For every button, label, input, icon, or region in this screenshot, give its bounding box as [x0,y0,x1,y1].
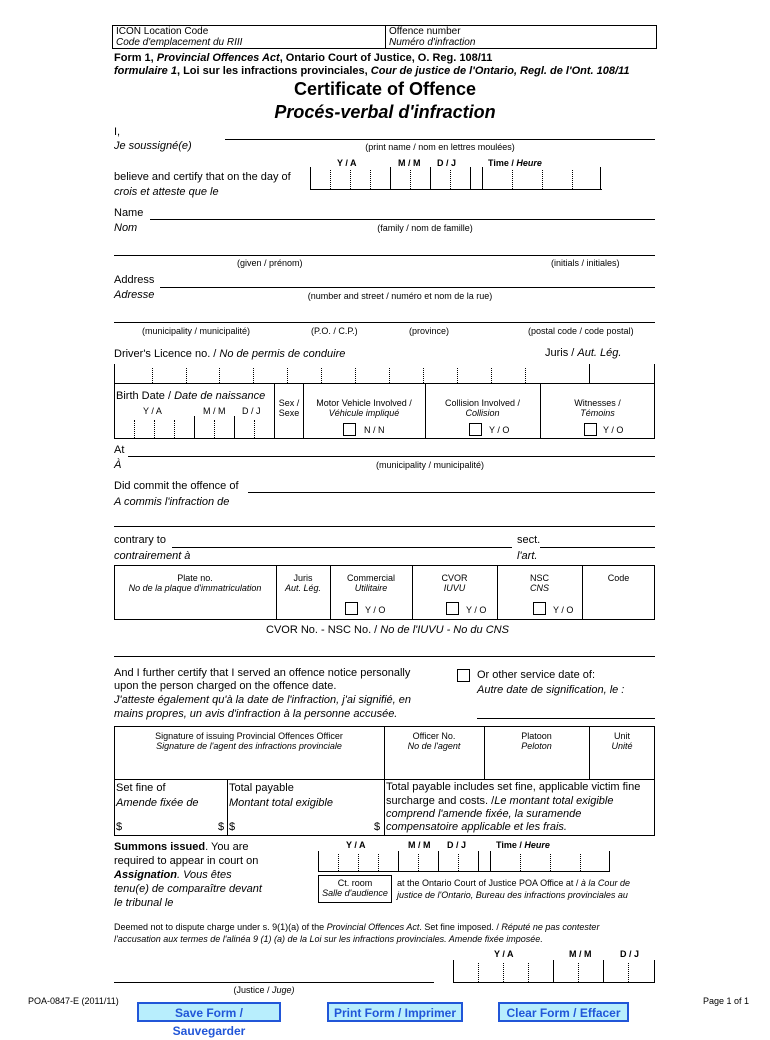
officer-signature-label: Signature of issuing Provincial Offences Officer [155,731,343,741]
page-number: Page 1 of 1 [703,996,750,1006]
birth-day-label: D / J [242,406,261,416]
clear-form-button[interactable]: Clear Form / Effacer [498,1002,629,1022]
name-label: Name [114,207,144,219]
summons-text-fr-2: tenu(e) de comparaître devant [114,883,262,895]
witnesses-option: Y / O [603,425,624,435]
street-line[interactable] [160,287,655,288]
officer-signature-label-fr: Signature de l'agent des infractions provinciale [156,741,342,751]
page-title: Certificate of Offence [293,79,477,99]
contrary-label-fr: contrairement à [114,550,191,562]
officer-no-label-fr: No de l'agent [407,741,461,751]
total-payable-dollar: $ [229,821,236,833]
unit-label: Unit [613,731,630,741]
total-note-3: comprend l'amende fixée, la suramende [386,808,582,820]
set-fine-label-fr: Amende fixée de [116,797,199,809]
print-form-button[interactable]: Print Form / Imprimer [327,1002,463,1022]
total-payable-dollar-right: $ [374,821,381,833]
date-year-label: Y / A [337,158,357,168]
officer-no-label: Officer No. [412,731,456,741]
code-label: Code [607,573,630,583]
believe-label: believe and certify that on the day of [114,171,291,183]
page-title-fr: Procés-verbal d'infraction [274,102,496,122]
witnesses-checkbox[interactable] [584,423,597,436]
i-label: I, [114,126,121,138]
total-payable-label: Total payable [229,782,294,794]
platoon-label: Platoon [521,731,552,741]
offence-line-1[interactable] [248,492,655,493]
deemed-month-label: M / M [569,949,592,959]
set-fine-dollar-right: $ [218,821,225,833]
form-reference-en: Form 1, Provincial Offences Act, Ontario Court of Justice, O. Reg. 108/11 [114,52,493,64]
deemed-text-1: Deemed not to dispute charge under s. 9(1)(a) of the Provincial Offences Act. Set fine imposed. / Réputé ne pas contester [114,922,600,932]
at-caption: (municipality / municipalité) [375,460,485,470]
other-service-label: Or other service date of: [477,669,595,681]
offence-label-fr: A commis l'infraction de [114,496,230,508]
nsc-label: NSC [529,573,549,583]
total-note-2: surcharge and costs. /Le montant total exigible [386,795,614,807]
sect-label-fr: l'art. [517,550,538,562]
other-service-label-fr: Autre date de signification, le : [477,684,625,696]
other-service-line[interactable] [477,718,655,719]
collision-option: Y / O [489,425,510,435]
address-label: Address [114,274,155,286]
commercial-label-fr: Utilitaire [354,583,388,593]
court-address-text-1: at the Ontario Court of Justice POA Office at / à la Cour de [397,878,630,888]
offence-number-label: Offence number [389,26,461,37]
nsc-checkbox[interactable] [533,602,546,615]
juris-label: Juris / Aut. Lég. [545,347,622,359]
offence-label: Did commit the offence of [114,480,239,492]
motor-vehicle-label-fr: Véhicule impliqué [328,408,400,418]
icon-location-label-fr: Code d'emplacement du RIII [116,37,243,48]
total-note-4: compensatoire applicable et les frais. [386,821,567,833]
summons-text-fr-3: le tribunal le [114,897,174,909]
service-text-fr-2: mains propres, un avis d'infraction à la personne accusée. [114,708,398,720]
court-room-label-fr: Salle d'audience [322,888,388,898]
other-service-checkbox[interactable] [457,669,470,682]
summons-text-fr-1: Assignation. Vous êtes [114,869,232,881]
unit-label-fr: Unité [611,741,633,751]
name-label-fr: Nom [114,222,138,234]
summons-text-2: required to appear in court on [114,855,259,867]
cvor-label-fr: IUVU [443,583,466,593]
deemed-year-label: Y / A [494,949,514,959]
at-label: At [114,444,125,456]
cvor-label: CVOR [441,573,468,583]
sect-line[interactable] [540,547,655,548]
po-caption: (P.O. / C.P.) [311,326,358,336]
service-text-fr-1: J'atteste également qu'à la date de l'infraction, j'ai signifié, en [114,694,412,706]
save-form-button[interactable]: Save Form / Sauvegarder [137,1002,281,1022]
collision-label-fr: Collision [465,408,500,418]
given-caption: (given / prénom) [237,258,303,268]
collision-label: Collision Involved / [444,398,521,408]
witnesses-label-fr: Témoins [580,408,615,418]
plate-label: Plate no. [177,573,213,583]
platoon-label-fr: Peloton [521,741,552,751]
initials-caption: (initials / initiales) [551,258,620,268]
justice-signature-line[interactable] [114,982,434,983]
set-fine-label: Set fine of [116,782,166,794]
total-note-1: Total payable includes set fine, applicable victim fine [386,781,641,793]
witnesses-label: Witnesses / [574,398,621,408]
street-caption: (number and street / numéro et nom de la rue) [307,291,493,301]
family-caption: (family / nom de famille) [377,223,473,233]
offence-line-2[interactable] [114,526,655,527]
birth-date-label: Birth Date / Date de naissance [116,390,266,402]
date-day-label: D / J [437,158,457,168]
cvor-option: Y / O [466,605,487,615]
service-text-1: And I further certify that I served an offence notice personally [114,667,411,679]
i-label-fr: Je soussigné(e) [114,140,192,152]
total-payable-input[interactable] [240,818,370,834]
court-room-label: Ct. room [337,878,373,888]
deemed-day-label: D / J [620,949,640,959]
motor-vehicle-label: Motor Vehicle Involved / [316,398,412,408]
date-month-label: M / M [398,158,421,168]
total-payable-label-fr: Montant total exigible [229,797,333,809]
form-reference-fr: formulaire 1, Loi sur les infractions provinciales, Cour de justice de l'Ontario, Regl. de l'Ont. 108/11 [114,65,630,77]
at-line[interactable] [128,456,655,457]
set-fine-input[interactable] [126,818,216,834]
birth-year-label: Y / A [143,406,162,416]
collision-checkbox[interactable] [469,423,482,436]
print-name-caption: (print name / nom en lettres moulées) [365,142,515,152]
time-label: Time / Heure [488,158,542,168]
summons-day-label: D / J [447,840,467,850]
summons-year-label: Y / A [346,840,366,850]
justice-caption: (Justice / Juge) [233,985,295,995]
nsc-label-fr: CNS [529,583,549,593]
commercial-option: Y / O [365,605,386,615]
plate-juris-label: Juris [293,573,313,583]
icon-location-label: ICON Location Code [116,26,209,37]
licence-label: Driver's Licence no. / No de permis de conduire [114,348,346,360]
contrary-label: contrary to [114,534,166,546]
family-name-line[interactable] [150,219,655,220]
commercial-checkbox[interactable] [345,602,358,615]
summons-time-label: Time / Heure [496,840,550,850]
address-label-fr: Adresse [114,289,155,301]
birth-month-label: M / M [203,406,226,416]
service-text-2: upon the person charged on the offence date. [114,680,337,692]
form-id: POA-0847-E (2011/11) [28,996,119,1006]
sex-label-fr: Sexe [278,408,300,418]
nsc-option: Y / O [553,605,574,615]
cvor-number-line[interactable] [114,656,655,657]
province-caption: (province) [409,326,450,336]
sex-label: Sex / [278,398,300,408]
court-address-text-2: justice de l'Ontario, Bureau des infractions provinciales au [397,890,628,900]
contrary-line[interactable] [172,547,512,548]
cvor-number-label: CVOR No. - NSC No. / No de l'IUVU - No du CNS [266,624,509,636]
given-name-line[interactable] [114,255,655,256]
cvor-checkbox[interactable] [446,602,459,615]
officer-name-line[interactable] [225,139,655,140]
plate-label-fr: No de la plaque d'immatriculation [128,583,262,593]
offence-number-label-fr: Numéro d'infraction [389,37,476,48]
deemed-text-2: l'accusation aux termes de l'alinéa 9 (1) (a) de la Loi sur les infractions provinciales. Amende fixée imposée. [114,934,543,944]
set-fine-dollar: $ [116,821,123,833]
plate-juris-label-fr: Aut. Lég. [284,583,322,593]
sect-label: sect. [517,534,541,546]
motor-vehicle-checkbox[interactable] [343,423,356,436]
summons-month-label: M / M [408,840,431,850]
believe-label-fr: crois et atteste que le [114,186,219,198]
summons-text-1: Summons issued. You are [114,841,249,853]
municipality-line[interactable] [114,322,655,323]
at-label-fr: À [114,459,122,471]
postal-caption: (postal code / code postal) [528,326,634,336]
municipality-caption: (municipality / municipalité) [142,326,251,336]
motor-vehicle-option: N / N [364,425,385,435]
commercial-label: Commercial [346,573,395,583]
